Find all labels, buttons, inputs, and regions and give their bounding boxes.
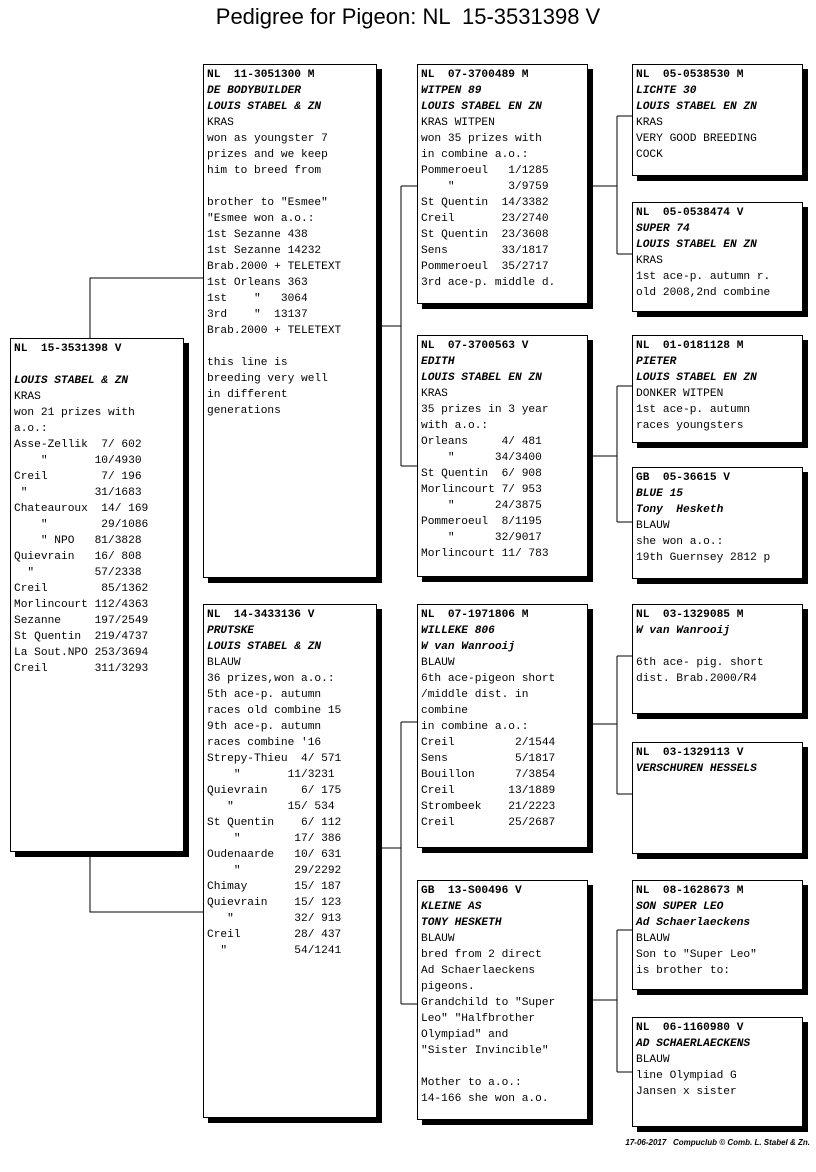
info-line: 1st Orleans 363	[207, 277, 308, 289]
info-line: Creil 85/1362	[14, 583, 149, 595]
info-line: Creil 23/2740	[421, 213, 549, 225]
info-line: Bouillon 7/3854	[421, 769, 556, 781]
ring-number: NL 01-0181128 M	[636, 340, 744, 352]
info-line: " 29/1086	[14, 519, 149, 531]
info-line: old 2008,2nd combine	[636, 287, 771, 299]
info-line: Creil 13/1889	[421, 785, 556, 797]
info-line: won as youngster 7	[207, 133, 328, 145]
info-line: she won a.o.:	[636, 536, 724, 548]
card-sire-sire-sire	[632, 64, 803, 176]
info-line: " 3/9759	[421, 181, 549, 193]
info-line: Sens 5/1817	[421, 753, 556, 765]
info-line: " 11/3231	[207, 769, 335, 781]
card-sire	[203, 64, 377, 578]
info-line: St Quentin 6/ 112	[207, 817, 342, 829]
info-line: races combine '16	[207, 737, 322, 749]
info-line: " 34/3400	[421, 452, 542, 464]
info-line: Morlincourt 11/ 783	[421, 548, 549, 560]
info-line: won 35 prizes with	[421, 133, 542, 145]
card-sire-sire	[417, 64, 588, 304]
pigeon-name: WILLEKE 806	[421, 625, 495, 637]
ring-number: GB 05-36615 V	[636, 472, 730, 484]
info-line: Oudenaarde 10/ 631	[207, 849, 342, 861]
ring-number: NL 14-3433136 V	[207, 609, 315, 621]
ring-number: NL 15-3531398 V	[14, 343, 122, 355]
pigeon-name: LICHTE 30	[636, 85, 697, 97]
info-line: " 32/ 913	[207, 913, 342, 925]
info-line: KRAS	[421, 388, 448, 400]
info-line: " 15/ 534	[207, 801, 335, 813]
info-line: BLAUW	[421, 933, 455, 945]
owner-name: W van Wanrooij	[636, 625, 730, 637]
info-line: 1st ace-p. autumn	[636, 404, 751, 416]
info-line: Quievrain 15/ 123	[207, 897, 342, 909]
card-dam	[203, 604, 377, 1118]
info-line: St Quentin 14/3382	[421, 197, 549, 209]
info-line: KRAS	[207, 117, 234, 129]
info-line: Asse-Zellik 7/ 602	[14, 439, 142, 451]
info-line: COCK	[636, 149, 663, 161]
info-line: Creil 7/ 196	[14, 471, 142, 483]
info-line: line Olympiad G	[636, 1070, 737, 1082]
ring-number: NL 08-1628673 M	[636, 885, 744, 897]
footer-credit: 17-06-2017 Compuclub © Comb. L. Stabel & Zn.	[625, 1138, 810, 1147]
info-line: breeding very well	[207, 373, 328, 385]
info-line: Morlincourt 112/4363	[14, 599, 149, 611]
owner-name: LOUIS STABEL & ZN	[14, 375, 129, 387]
info-line: Grandchild to "Super	[421, 997, 556, 1009]
info-line: 6th ace-pigeon short	[421, 673, 556, 685]
info-line: Brab.2000 + TELETEXT	[207, 325, 342, 337]
info-line: 19th Guernsey 2812 p	[636, 552, 771, 564]
info-line: this line is	[207, 357, 288, 369]
owner-name: TONY HESKETH	[421, 917, 502, 929]
info-line: in different	[207, 389, 288, 401]
info-line: Morlincourt 7/ 953	[421, 484, 542, 496]
info-line: 35 prizes in 3 year	[421, 404, 549, 416]
info-line: " 31/1683	[14, 487, 142, 499]
info-line: Chateauroux 14/ 169	[14, 503, 149, 515]
info-line: La Sout.NPO 253/3694	[14, 647, 149, 659]
info-line: Sezanne 197/2549	[14, 615, 149, 627]
pigeon-name: KLEINE AS	[421, 901, 482, 913]
info-line: St Quentin 6/ 908	[421, 468, 542, 480]
info-line: brother to "Esmee"	[207, 197, 328, 209]
info-line: won 21 prizes with	[14, 407, 135, 419]
info-line: 1st " 3064	[207, 293, 308, 305]
page-title: Pedigree for Pigeon: NL 15-3531398 V	[215, 4, 601, 29]
info-line: KRAS WITPEN	[421, 117, 495, 129]
info-line: a.o.:	[14, 423, 48, 435]
owner-name: Tony Hesketh	[636, 504, 724, 516]
info-line: Olympiad" and	[421, 1029, 509, 1041]
info-line: KRAS	[14, 391, 41, 403]
info-line: Chimay 15/ 187	[207, 881, 342, 893]
info-line: BLAUW	[636, 933, 670, 945]
info-line	[207, 179, 373, 195]
info-line: races youngsters	[636, 420, 744, 432]
info-line: is brother to:	[636, 965, 730, 977]
info-line: races old combine 15	[207, 705, 342, 717]
info-line: BLAUW	[421, 657, 455, 669]
info-line: Pommeroeul 35/2717	[421, 261, 549, 273]
info-line: 14-166 she won a.o.	[421, 1093, 549, 1105]
info-line: 5th ace-p. autumn	[207, 689, 322, 701]
pigeon-name: SON SUPER LEO	[636, 901, 724, 913]
info-line: 36 prizes,won a.o.:	[207, 673, 335, 685]
info-line: Son to "Super Leo"	[636, 949, 757, 961]
card-dam-sire	[417, 604, 588, 848]
info-line: Jansen x sister	[636, 1086, 737, 1098]
ring-number: NL 05-0538474 V	[636, 207, 744, 219]
ring-number: NL 07-3700489 M	[421, 69, 529, 81]
owner-name: LOUIS STABEL EN ZN	[636, 101, 757, 113]
owner-name: LOUIS STABEL EN ZN	[421, 372, 542, 384]
info-line: " 29/2292	[207, 865, 342, 877]
info-line: 1st Sezanne 438	[207, 229, 308, 241]
info-line: DONKER WITPEN	[636, 388, 724, 400]
info-line: " NPO 81/3828	[14, 535, 142, 547]
info-line: 6th ace- pig. short	[636, 657, 764, 669]
owner-name: LOUIS STABEL EN ZN	[421, 101, 542, 113]
ring-number: NL 05-0538530 M	[636, 69, 744, 81]
info-line: Brab.2000 + TELETEXT	[207, 261, 342, 273]
info-line: prizes and we keep	[207, 149, 328, 161]
pigeon-name: BLUE 15	[636, 488, 683, 500]
pigeon-name: DE BODYBUILDER	[207, 85, 301, 97]
owner-name: AD SCHAERLAECKENS	[636, 1038, 751, 1050]
owner-name: LOUIS STABEL EN ZN	[636, 372, 757, 384]
info-line: " 17/ 386	[207, 833, 342, 845]
info-line: /middle dist. in	[421, 689, 529, 701]
info-line: Mother to a.o.:	[421, 1077, 522, 1089]
info-line: in combine a.o.:	[421, 149, 529, 161]
info-line: Creil 311/3293	[14, 663, 149, 675]
ring-number: NL 11-3051300 M	[207, 69, 315, 81]
info-line: Ad Schaerlaeckens	[421, 965, 536, 977]
card-dam-dam	[417, 880, 588, 1120]
card-dam-dam-sire	[632, 880, 803, 990]
info-line: Pommeroeul 1/1285	[421, 165, 549, 177]
info-line: bred from 2 direct	[421, 949, 542, 961]
pigeon-name: PIETER	[636, 356, 677, 368]
info-line: " 10/4930	[14, 455, 142, 467]
ring-number: NL 03-1329113 V	[636, 747, 744, 759]
pigeon-name: EDITH	[421, 356, 455, 368]
owner-name: Ad Schaerlaeckens	[636, 917, 751, 929]
card-sire-dam	[417, 335, 588, 577]
info-line: 9th ace-p. autumn	[207, 721, 322, 733]
info-line: Creil 25/2687	[421, 817, 556, 829]
info-line: combine	[421, 705, 468, 717]
info-line: BLAUW	[207, 657, 241, 669]
info-line: KRAS	[636, 117, 663, 129]
ring-number: NL 07-3700563 V	[421, 340, 529, 352]
info-line: BLAUW	[636, 520, 670, 532]
info-line: St Quentin 219/4737	[14, 631, 149, 643]
info-line: 3rd " 13137	[207, 309, 308, 321]
info-line	[207, 339, 373, 355]
ring-number: NL 07-1971806 M	[421, 609, 529, 621]
info-line: KRAS	[636, 255, 663, 267]
info-line: Pommeroeul 8/1195	[421, 516, 542, 528]
info-line: " 32/9017	[421, 532, 542, 544]
pigeon-name: SUPER 74	[636, 223, 690, 235]
ring-number: NL 06-1160980 V	[636, 1022, 744, 1034]
info-line: with a.o.:	[421, 420, 489, 432]
info-line: BLAUW	[636, 1054, 670, 1066]
info-line	[636, 639, 799, 655]
info-line: Strombeek 21/2223	[421, 801, 556, 813]
card-dam-sire-sire	[632, 604, 803, 714]
info-line: "Sister Invincible"	[421, 1045, 549, 1057]
card-sire-dam-sire	[632, 335, 803, 443]
info-line: 3rd ace-p. middle d.	[421, 277, 556, 289]
info-line: Strepy-Thieu 4/ 571	[207, 753, 342, 765]
info-line: pigeons.	[421, 981, 475, 993]
info-line: " 54/1241	[207, 945, 342, 957]
info-line: 1st ace-p. autumn r.	[636, 271, 771, 283]
owner-name: LOUIS STABEL EN ZN	[636, 239, 757, 251]
card-subject	[10, 338, 184, 852]
info-line: "Esmee won a.o.:	[207, 213, 315, 225]
info-line: 1st Sezanne 14232	[207, 245, 322, 257]
info-line: Leo" "Halfbrother	[421, 1013, 536, 1025]
card-dam-sire-dam	[632, 742, 803, 854]
info-line: Quievrain 6/ 175	[207, 785, 342, 797]
info-line: generations	[207, 405, 281, 417]
card-sire-sire-dam	[632, 202, 803, 312]
ring-number: GB 13-S00496 V	[421, 885, 522, 897]
info-line: VERY GOOD BREEDING	[636, 133, 757, 145]
info-line: " 57/2338	[14, 567, 142, 579]
owner-name: LOUIS STABEL & ZN	[207, 641, 322, 653]
info-line: Quievrain 16/ 808	[14, 551, 142, 563]
pigeon-name: PRUTSKE	[207, 625, 254, 637]
info-line: Creil 28/ 437	[207, 929, 342, 941]
info-line: him to breed from	[207, 165, 322, 177]
info-line: dist. Brab.2000/R4	[636, 673, 757, 685]
info-line: Creil 2/1544	[421, 737, 556, 749]
info-line: St Quentin 23/3608	[421, 229, 549, 241]
card-dam-dam-dam	[632, 1017, 803, 1127]
ring-number: NL 03-1329085 M	[636, 609, 744, 621]
info-line: " 24/3875	[421, 500, 542, 512]
owner-name: LOUIS STABEL & ZN	[207, 101, 322, 113]
pigeon-name: WITPEN 89	[421, 85, 482, 97]
info-line	[421, 1059, 584, 1075]
owner-name: VERSCHUREN HESSELS	[636, 763, 757, 775]
info-line: in combine a.o.:	[421, 721, 529, 733]
info-line: Orleans 4/ 481	[421, 436, 542, 448]
info-line: Sens 33/1817	[421, 245, 549, 257]
card-sire-dam-dam	[632, 467, 803, 579]
owner-name: W van Wanrooij	[421, 641, 515, 653]
